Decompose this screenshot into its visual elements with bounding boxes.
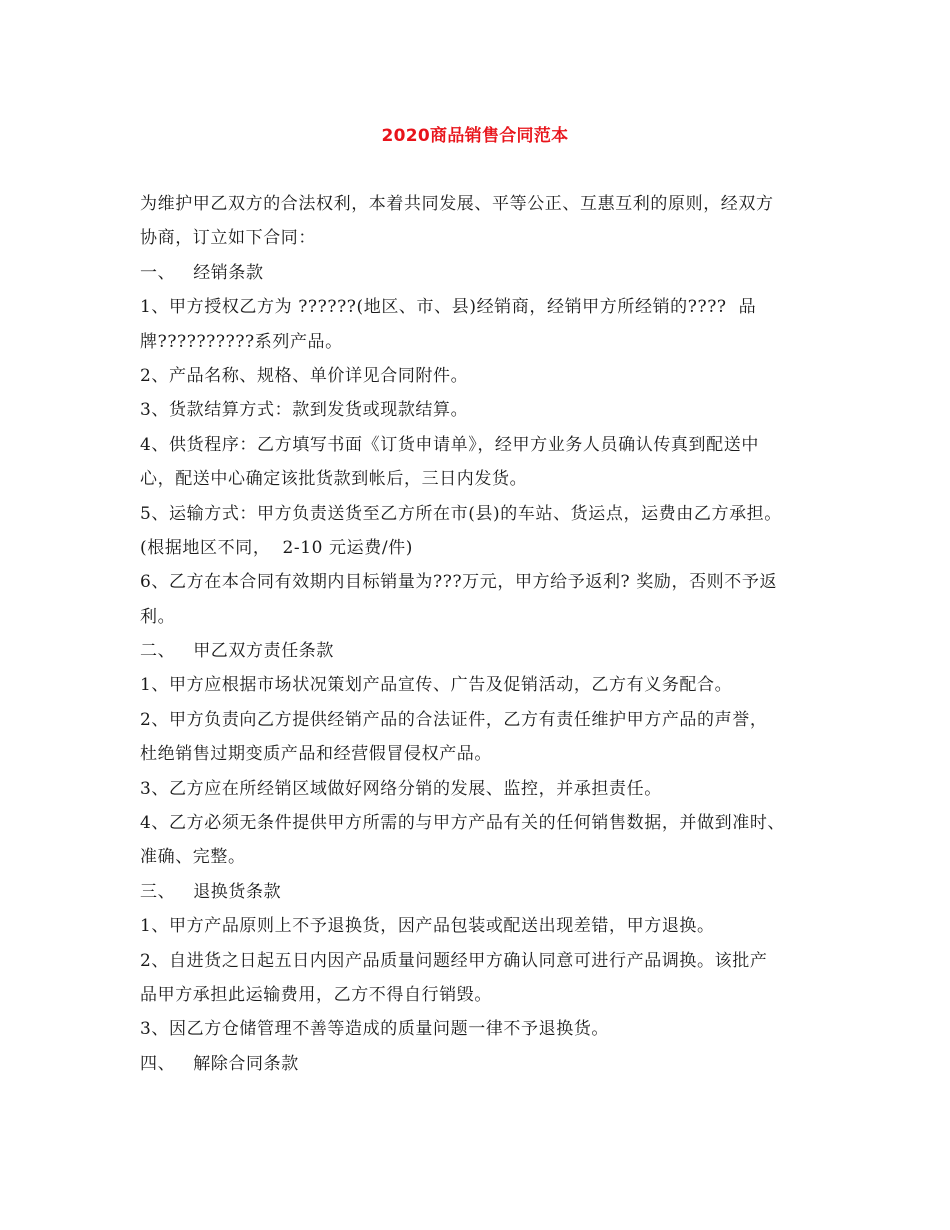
clause-line: 3、因乙方仓储管理不善等造成的质量问题一律不予退换货。 [140, 1019, 610, 1040]
clause-line: 5、运输方式：甲方负责送货至乙方所在市(县)的车站、货运点，运费由乙方承担。 [140, 503, 782, 524]
clause-line: 2、甲方负责向乙方提供经销产品的合法证件，乙方有责任维护甲方产品的声誉， [140, 709, 768, 730]
paragraph-line: 为维护甲乙双方的合法权利，本着共同发展、平等公正、互惠互利的原则，经双方 [140, 194, 774, 214]
clause-line: 杜绝销售过期变质产品和经营假冒侵权产品。 [140, 744, 492, 765]
clause-line: 利。 [140, 606, 176, 627]
clause-line: 4、供货程序：乙方填写书面《订货申请单》，经甲方业务人员确认传真到配送中 [140, 434, 759, 455]
clause-line: 4、乙方必须无条件提供甲方所需的与甲方产品有关的任何销售数据，并做到准时、 [140, 813, 786, 834]
document-title: 2020商品销售合同范本 [381, 126, 569, 146]
clause-line: 1、甲方产品原则上不予退换货，因产品包装或配送出现差错，甲方退换。 [140, 916, 715, 937]
clause-line: (根据地区不同， 2-10 元运费/件) [140, 537, 413, 558]
clause-line: 2、自进货之日起五日内因产品质量问题经甲方确认同意可进行产品调换。该批产 [140, 950, 768, 971]
clause-line: 心，配送中心确定该批货款到帐后，三日内发货。 [140, 469, 528, 490]
clause-line: 3、乙方应在所经销区域做好网络分销的发展、监控，并承担责任。 [140, 778, 662, 799]
section-heading: 四、 解除合同条款 [140, 1053, 299, 1074]
section-heading: 二、 甲乙双方责任条款 [140, 641, 335, 662]
clause-line: 1、甲方授权乙方为 ??????(地区、市、县)经销商，经销甲方所经销的???? 品 [140, 297, 757, 318]
clause-line: 牌??????????系列产品。 [140, 331, 343, 352]
clause-line: 1、甲方应根据市场状况策划产品宣传、广告及促销活动，乙方有义务配合。 [140, 675, 733, 696]
clause-line: 2、产品名称、规格、单价详见合同附件。 [140, 365, 469, 386]
clause-line: 3、货款结算方式：款到发货或现款结算。 [140, 400, 469, 421]
clause-line: 品甲方承担此运输费用，乙方不得自行销毁。 [140, 984, 492, 1005]
paragraph-line: 协商，订立如下合同： [140, 228, 316, 249]
clause-line: 准确、完整。 [140, 847, 246, 868]
clause-line: 6、乙方在本合同有效期内目标销量为???万元，甲方给予返利? 奖励，否则不予返 [140, 572, 778, 593]
section-heading: 三、 退换货条款 [140, 881, 282, 902]
section-heading: 一、 经销条款 [140, 262, 264, 283]
document-body [140, 187, 830, 1081]
